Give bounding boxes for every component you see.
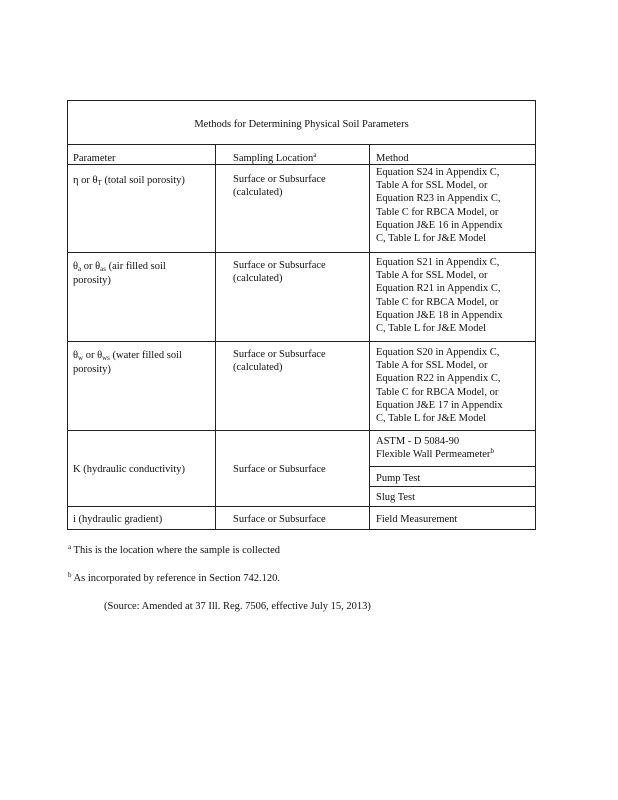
- method-line: Table C for RBCA Model, or: [376, 386, 499, 398]
- parameter-description: (water filled soil: [109, 350, 182, 361]
- method-line: Table C for RBCA Model, or: [376, 296, 499, 308]
- method-line: Equation R23 in Appendix C,: [376, 193, 501, 205]
- parameter-cell: i (hydraulic gradient): [73, 514, 163, 525]
- method-line: Table A for SSL Model, or: [376, 360, 488, 372]
- parameter-description: (air filled soil: [106, 261, 166, 272]
- parameter-symbol: θ: [95, 261, 101, 272]
- column-divider: [369, 144, 370, 529]
- footnote-b-marker: b: [68, 571, 72, 579]
- parameter-subscript: a: [78, 265, 82, 273]
- footnote-a-text: This is the location where the sample is collected: [73, 545, 280, 556]
- footnote-a-marker: a: [68, 543, 72, 551]
- parameter-symbol: θ: [92, 175, 98, 186]
- method-line: C, Table L for J&E Model: [376, 233, 487, 245]
- method-line: Equation R22 in Appendix C,: [376, 373, 501, 385]
- parameter-line: porosity): [73, 275, 111, 287]
- row-divider: [68, 506, 535, 507]
- parameter-subscript: as: [100, 265, 107, 273]
- footnote-b-text: As incorporated by reference in Section 742.120.: [73, 573, 280, 584]
- parameter-subscript: ws: [102, 354, 110, 362]
- header-parameter: Parameter: [73, 153, 116, 164]
- location-line: Surface or Subsurface: [233, 349, 326, 360]
- location-line: (calculated): [233, 187, 283, 199]
- parameter-subscript: T: [97, 179, 102, 187]
- footnote-marker: a: [313, 151, 317, 159]
- method-line: Equation R21 in Appendix C,: [376, 283, 501, 295]
- header-method: Method: [376, 153, 409, 164]
- parameter-symbol: θ: [97, 350, 103, 361]
- method-line: Table C for RBCA Model, or: [376, 206, 499, 218]
- location-cell: Surface or Subsurface: [233, 464, 326, 475]
- physical-soil-parameters-table: [67, 100, 536, 530]
- parameter-line: [73, 260, 166, 274]
- parameter-symbol: θ: [73, 350, 79, 361]
- method-line: Equation S21 in Appendix C,: [376, 257, 500, 268]
- parameter-cell: [73, 260, 166, 287]
- method-line-text: Flexible Wall Permeameter: [376, 449, 491, 461]
- sub-row-divider: [369, 466, 535, 467]
- method-line: Equation J&E 17 in Appendix: [376, 399, 503, 411]
- location-line: (calculated): [233, 362, 283, 374]
- parameter-or: or: [81, 261, 96, 272]
- parameter-or: or: [78, 175, 93, 186]
- method-line: [376, 448, 494, 462]
- parameter-line: porosity): [73, 364, 111, 376]
- source-note: (Source: Amended at 37 Ill. Reg. 7506, effective July 15, 2013): [104, 601, 371, 612]
- parameter-line: [73, 349, 182, 363]
- method-line: Equation J&E 18 in Appendix: [376, 309, 503, 321]
- method-line: Equation J&E 16 in Appendix: [376, 219, 503, 231]
- footnote-a: [68, 545, 280, 556]
- method-line: C, Table L for J&E Model: [376, 413, 487, 425]
- parameter-symbol: η: [73, 175, 79, 186]
- location-cell: [233, 259, 326, 285]
- parameter-description: (total soil porosity): [101, 175, 185, 186]
- parameter-subscript: w: [78, 354, 84, 362]
- location-line: (calculated): [233, 273, 283, 285]
- row-divider: [68, 341, 535, 342]
- row-divider: [68, 430, 535, 431]
- method-line: ASTM - D 5084-90: [376, 436, 460, 447]
- location-cell: [233, 173, 326, 199]
- location-cell: Surface or Subsurface: [233, 514, 326, 525]
- table-title: Methods for Determining Physical Soil Parameters: [194, 119, 409, 130]
- parameter-cell: [73, 174, 185, 188]
- method-cell: [376, 256, 503, 335]
- parameter-symbol: θ: [73, 261, 79, 272]
- method-line: Equation S24 in Appendix C,: [376, 167, 500, 178]
- method-cell: [376, 346, 503, 425]
- sub-row-divider: [369, 486, 535, 487]
- header-sampling-location-text: Sampling Location: [233, 153, 314, 164]
- method-line: Table A for SSL Model, or: [376, 270, 488, 282]
- location-cell: [233, 348, 326, 374]
- parameter-or: or: [83, 350, 98, 361]
- method-cell: Field Measurement: [376, 514, 458, 525]
- header-sampling-location: [233, 152, 316, 166]
- parameter-cell: [73, 349, 182, 376]
- method-line: Table A for SSL Model, or: [376, 180, 488, 192]
- footnote-marker: b: [490, 447, 494, 456]
- column-divider: [215, 144, 216, 529]
- location-line: Surface or Subsurface: [233, 260, 326, 271]
- method-line: C, Table L for J&E Model: [376, 323, 487, 335]
- method-cell: [376, 166, 503, 245]
- footnote-b: [68, 573, 280, 584]
- location-line: Surface or Subsurface: [233, 174, 326, 185]
- method-cell: Slug Test: [376, 492, 416, 503]
- title-divider: [68, 144, 535, 145]
- row-divider: [68, 252, 535, 253]
- method-cell: [376, 435, 494, 462]
- method-line: Equation S20 in Appendix C,: [376, 347, 500, 358]
- parameter-cell: K (hydraulic conductivity): [73, 464, 185, 475]
- method-cell: Pump Test: [376, 473, 421, 484]
